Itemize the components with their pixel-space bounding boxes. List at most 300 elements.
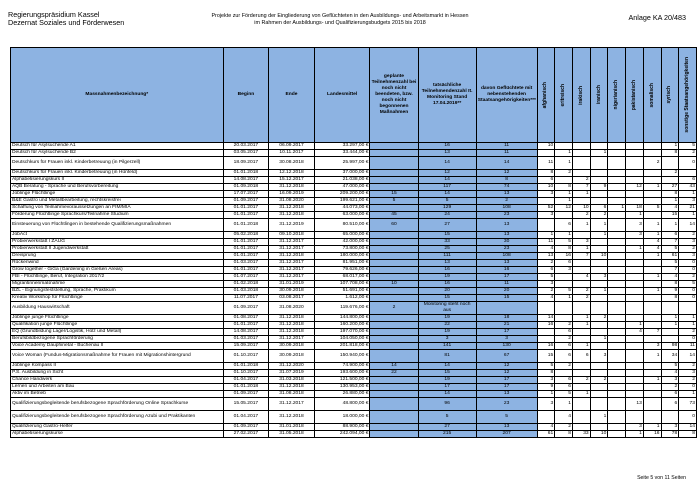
row-afghan-cell: [537, 336, 555, 343]
row-somali-cell: 16: [643, 431, 661, 438]
row-end-cell: 16.09.2019: [269, 191, 315, 198]
row-nigerian-cell: [608, 239, 626, 246]
row-syrian-cell: 3: [661, 377, 679, 384]
row-actual-cell: 19: [418, 377, 476, 384]
col-iraqi-header: irakisch: [572, 48, 590, 143]
title-line-1: Projekte zur Förderung der Eingliederung von Geflüchteten in den Ausbildungs- und Arbeitsmarkt in Hessen: [211, 13, 469, 19]
table-row: [11, 281, 697, 288]
row-pakistani-cell: [626, 260, 644, 267]
row-nigerian-cell: [608, 315, 626, 322]
row-nigerian-cell: [608, 246, 626, 253]
row-other-cell: 2: [679, 150, 697, 157]
row-end-cell: 31.03.2018: [269, 377, 315, 384]
row-afghan-cell: 3: [537, 398, 555, 411]
row-other-cell: 6: [679, 177, 697, 184]
row-eritrean-cell: 1: [555, 198, 573, 205]
row-syrian-cell: 6: [661, 391, 679, 398]
row-somali-cell: 1: [643, 219, 661, 232]
row-end-cell: 31.12.2017: [269, 267, 315, 274]
row-planned-cell: 60: [370, 219, 418, 232]
row-refugees-cell: 23: [476, 212, 537, 219]
row-funds-cell: 68.017,00 €: [314, 274, 370, 281]
row-iranian-cell: [590, 246, 608, 253]
row-funds-cell: 88.900,00 €: [314, 424, 370, 431]
row-name-cell: P.S. Ausbildung in Sicht: [11, 370, 224, 377]
row-begin-cell: 15.05.2017: [223, 398, 269, 411]
row-name-cell: Qualifizierung Gastro-Helfer: [11, 424, 224, 431]
row-iranian-cell: 1: [590, 219, 608, 232]
row-iraqi-cell: [572, 370, 590, 377]
row-somali-cell: 1: [643, 274, 661, 281]
row-pakistani-cell: [626, 370, 644, 377]
row-begin-cell: 01.09.2018: [223, 184, 269, 191]
row-end-cell: 30.09.2018: [269, 288, 315, 295]
row-name-cell: Chance Handwerk: [11, 377, 224, 384]
row-afghan-cell: 4: [537, 295, 555, 302]
row-funds-cell: 150.940,00 €: [314, 350, 370, 363]
row-iranian-cell: [590, 363, 608, 370]
col-nigerian-header: nigerianisch: [608, 48, 626, 143]
table-row: [11, 411, 697, 424]
row-nigerian-cell: [608, 232, 626, 239]
row-name-cell: Förderung Flüchtlinge Sprachkurs/Teilnahme Studium: [11, 212, 224, 219]
row-planned-cell: [370, 150, 418, 157]
row-iraqi-cell: 2: [572, 288, 590, 295]
row-actual-cell: 15: [418, 232, 476, 239]
row-end-cell: 09.10.2018: [269, 232, 315, 239]
row-name-cell: Grow together - GiGa (Gardening in Gießen Areas): [11, 267, 224, 274]
row-eritrean-cell: 6: [555, 350, 573, 363]
row-planned-cell: 22: [370, 370, 418, 377]
row-iranian-cell: [590, 260, 608, 267]
row-syrian-cell: 9: [661, 288, 679, 295]
row-other-cell: 5: [679, 143, 697, 150]
row-planned-cell: [370, 232, 418, 239]
row-eritrean-cell: 6: [555, 377, 573, 384]
row-iranian-cell: 3: [590, 274, 608, 281]
row-iranian-cell: [590, 157, 608, 170]
row-actual-cell: 5: [418, 411, 476, 424]
row-syrian-cell: [661, 336, 679, 343]
row-name-cell: Joblinge Kompass II: [11, 363, 224, 370]
row-somali-cell: 7: [643, 329, 661, 336]
row-begin-cell: 03.05.2017: [223, 150, 269, 157]
row-funds-cell: 47.000,00 €: [314, 184, 370, 191]
row-pakistani-cell: [626, 274, 644, 281]
row-end-cell: 31.08.2018: [269, 391, 315, 398]
row-somali-cell: [643, 260, 661, 267]
row-eritrean-cell: 5: [555, 391, 573, 398]
row-other-cell: 2: [679, 232, 697, 239]
row-other-cell: 2: [679, 274, 697, 281]
org-name: Regierungspräsidium Kassel: [8, 10, 100, 19]
row-iranian-cell: 1: [590, 336, 608, 343]
row-name-cell: Deutsch für Asylsuchende A1: [11, 143, 224, 150]
col-actual-header: tatsächliche Teilnehmendenzahl It. Monitoring Stand 17.04.2019**: [418, 48, 476, 143]
row-begin-cell: 01.09.2017: [223, 424, 269, 431]
table-row: [11, 219, 697, 232]
row-syrian-cell: 2: [661, 170, 679, 177]
row-refugees-cell: 67: [476, 350, 537, 363]
document-title: [175, 13, 505, 27]
row-refugees-cell: 11: [476, 143, 537, 150]
row-funds-cell: 37.000,00 €: [314, 170, 370, 177]
row-nigerian-cell: [608, 288, 626, 295]
row-pakistani-cell: 18: [626, 205, 644, 212]
row-iraqi-cell: 2: [572, 295, 590, 302]
row-planned-cell: [370, 239, 418, 246]
row-funds-cell: 104.050,00 €: [314, 336, 370, 343]
row-iraqi-cell: [572, 411, 590, 424]
row-actual-cell: 141: [418, 343, 476, 350]
row-refugees-cell: 13: [476, 260, 537, 267]
row-iraqi-cell: [572, 281, 590, 288]
org-department: Dezernat Soziales und Förderwesen: [8, 18, 125, 27]
row-refugees-cell: 12: [476, 363, 537, 370]
row-eritrean-cell: 5: [555, 239, 573, 246]
row-syrian-cell: 4: [661, 205, 679, 212]
table-row: [11, 329, 697, 336]
row-somali-cell: [643, 143, 661, 150]
row-nigerian-cell: [608, 219, 626, 232]
row-actual-cell: 19: [418, 274, 476, 281]
col-other-header: sonstige Staatsangehörigkeiten: [679, 48, 697, 143]
row-pakistani-cell: [626, 281, 644, 288]
row-begin-cell: 17.07.2017: [223, 191, 269, 198]
row-funds-cell: 48.800,00 €: [314, 398, 370, 411]
row-eritrean-cell: 5: [555, 288, 573, 295]
row-syrian-cell: 8: [661, 150, 679, 157]
row-end-cell: 31.01.2019: [269, 281, 315, 288]
row-planned-cell: [370, 177, 418, 184]
row-other-cell: 0: [679, 267, 697, 274]
row-iraqi-cell: 1: [572, 191, 590, 198]
row-end-cell: 31.12.2017: [269, 398, 315, 411]
row-nigerian-cell: [608, 295, 626, 302]
row-syrian-cell: 5: [661, 260, 679, 267]
row-iraqi-cell: [572, 198, 590, 205]
row-eritrean-cell: 4: [555, 411, 573, 424]
row-begin-cell: 01.01.2017: [223, 253, 269, 260]
row-actual-cell: 27: [418, 219, 476, 232]
row-actual-cell: 15: [418, 295, 476, 302]
row-iraqi-cell: 1: [572, 343, 590, 350]
row-somali-cell: [643, 315, 661, 322]
row-planned-cell: [370, 288, 418, 295]
row-end-cell: 31.08.2020: [269, 198, 315, 205]
row-other-cell: 1: [679, 322, 697, 329]
row-end-cell: 10.11.2017: [269, 150, 315, 157]
row-syrian-cell: 4: [661, 274, 679, 281]
row-actual-cell: 20: [418, 288, 476, 295]
row-funds-cell: 81.951,00 €: [314, 260, 370, 267]
col-funds-header: Landesmittel: [314, 48, 370, 143]
row-eritrean-cell: 2: [555, 363, 573, 370]
row-nigerian-cell: [608, 384, 626, 391]
row-end-cell: 31.12.2018: [269, 315, 315, 322]
row-pakistani-cell: [626, 157, 644, 170]
row-iranian-cell: [590, 177, 608, 184]
row-somali-cell: [643, 322, 661, 329]
row-actual-cell: 14: [418, 191, 476, 198]
row-pakistani-cell: 3: [626, 232, 644, 239]
row-refugees-cell: 17: [476, 377, 537, 384]
row-actual-cell: 15: [418, 370, 476, 377]
row-iranian-cell: 2: [590, 377, 608, 384]
row-afghan-cell: 5: [537, 274, 555, 281]
row-name-cell: Alphabetisierungskurs II: [11, 177, 224, 184]
row-iraqi-cell: 7: [572, 253, 590, 260]
table-row: [11, 239, 697, 246]
row-syrian-cell: 3: [661, 424, 679, 431]
row-other-cell: 1: [679, 391, 697, 398]
row-somali-cell: [643, 370, 661, 377]
row-pakistani-cell: 12: [626, 184, 644, 191]
row-actual-cell: Monitoring steht noch aus: [418, 302, 476, 315]
row-begin-cell: 01.01.2018: [223, 363, 269, 370]
col-pakistani-header: pakistanisch: [626, 48, 644, 143]
row-eritrean-cell: 2: [555, 424, 573, 431]
row-pakistani-cell: [626, 384, 644, 391]
row-planned-cell: 2: [370, 302, 418, 315]
row-refugees-cell: 13: [476, 232, 537, 239]
row-nigerian-cell: [608, 253, 626, 260]
row-other-cell: 0: [679, 288, 697, 295]
table-body: [11, 143, 697, 438]
row-syrian-cell: 27: [661, 184, 679, 191]
row-begin-cell: 01.02.2018: [223, 281, 269, 288]
row-funds-cell: 242.094,00 €: [314, 431, 370, 438]
row-pakistani-cell: [626, 411, 644, 424]
row-funds-cell: 51.691,00 €: [314, 288, 370, 295]
row-somali-cell: 4: [643, 239, 661, 246]
row-afghan-cell: 10: [537, 184, 555, 191]
row-name-cell: Rückenwind: [11, 260, 224, 267]
row-name-cell: Deutschkurs für Frauen inkl. Kinderbetreuung (in Hünfeld): [11, 170, 224, 177]
row-afghan-cell: [537, 150, 555, 157]
row-somali-cell: [643, 336, 661, 343]
row-afghan-cell: [537, 219, 555, 232]
row-other-cell: 1: [679, 212, 697, 219]
row-begin-cell: 01.01.2017: [223, 246, 269, 253]
row-iraqi-cell: [572, 329, 590, 336]
row-begin-cell: 01.01.2018: [223, 170, 269, 177]
row-actual-cell: 14: [418, 157, 476, 170]
row-somali-cell: [643, 170, 661, 177]
row-refugees-cell: 15: [476, 295, 537, 302]
row-planned-cell: [370, 343, 418, 350]
row-nigerian-cell: [608, 260, 626, 267]
row-somali-cell: [643, 295, 661, 302]
row-actual-cell: 81: [418, 350, 476, 363]
row-iranian-cell: [590, 198, 608, 205]
row-afghan-cell: 8: [537, 170, 555, 177]
row-pakistani-cell: [626, 377, 644, 384]
row-begin-cell: 01.03.2017: [223, 260, 269, 267]
row-begin-cell: 01.01.2018: [223, 219, 269, 232]
col-afghan-header: afghanisch: [537, 48, 555, 143]
row-somali-cell: [643, 150, 661, 157]
row-begin-cell: 18.09.2017: [223, 157, 269, 170]
row-actual-cell: 12: [418, 170, 476, 177]
row-begin-cell: 01.10.2017: [223, 370, 269, 377]
col-refugees-header: davon Geflüchtete mit nebenstehenden Staatsangehörigkeiten***: [476, 48, 537, 143]
row-eritrean-cell: 1: [555, 398, 573, 411]
row-begin-cell: 05.02.2018: [223, 232, 269, 239]
row-afghan-cell: 3: [537, 281, 555, 288]
row-other-cell: 11: [679, 343, 697, 350]
row-afghan-cell: 6: [537, 267, 555, 274]
row-pakistani-cell: [626, 391, 644, 398]
row-eritrean-cell: 1: [555, 191, 573, 198]
row-name-cell: Probierwerkstatt I ZAUG: [11, 239, 224, 246]
row-nigerian-cell: 1: [608, 205, 626, 212]
row-nigerian-cell: [608, 343, 626, 350]
row-iraqi-cell: [572, 398, 590, 411]
row-other-cell: 3: [679, 370, 697, 377]
row-iranian-cell: [590, 370, 608, 377]
row-eritrean-cell: [555, 370, 573, 377]
row-name-cell: Dreisprung: [11, 253, 224, 260]
row-afghan-cell: [537, 411, 555, 424]
row-name-cell: JobAct: [11, 232, 224, 239]
row-nigerian-cell: [608, 177, 626, 184]
row-nigerian-cell: [608, 274, 626, 281]
row-afghan-cell: 1: [537, 391, 555, 398]
row-other-cell: 43: [679, 184, 697, 191]
row-nigerian-cell: [608, 281, 626, 288]
row-funds-cell: 121.500,00 €: [314, 377, 370, 384]
row-eritrean-cell: 12: [555, 205, 573, 212]
table-row: [11, 260, 697, 267]
table-row: [11, 343, 697, 350]
row-refugees-cell: 21: [476, 322, 537, 329]
row-begin-cell: 27.02.2017: [223, 431, 269, 438]
row-iraqi-cell: [572, 157, 590, 170]
row-other-cell: 2: [679, 329, 697, 336]
row-nigerian-cell: [608, 336, 626, 343]
row-pakistani-cell: [626, 363, 644, 370]
row-afghan-cell: 2: [537, 288, 555, 295]
title-line-2: im Rahmen der Ausbildungs- und Qualifizierungsbudgets 2015 bis 2018: [254, 20, 426, 26]
row-nigerian-cell: [608, 329, 626, 336]
row-eritrean-cell: [555, 143, 573, 150]
row-afghan-cell: 61: [537, 431, 555, 438]
row-actual-cell: 33: [418, 239, 476, 246]
row-planned-cell: 15: [370, 191, 418, 198]
row-planned-cell: [370, 315, 418, 322]
row-nigerian-cell: [608, 370, 626, 377]
row-actual-cell: 14: [418, 363, 476, 370]
row-nigerian-cell: [608, 350, 626, 363]
row-nigerian-cell: [608, 184, 626, 191]
row-nigerian-cell: [608, 143, 626, 150]
row-refugees-cell: 12: [476, 370, 537, 377]
row-end-cell: 31.12.2018: [269, 205, 315, 212]
row-iranian-cell: [590, 281, 608, 288]
row-pakistani-cell: 13: [626, 398, 644, 411]
row-pakistani-cell: [626, 198, 644, 205]
row-iraqi-cell: 1: [572, 315, 590, 322]
row-eritrean-cell: [555, 274, 573, 281]
row-actual-cell: 111: [418, 253, 476, 260]
row-begin-cell: 11.07.2017: [223, 295, 269, 302]
row-pakistani-cell: [626, 191, 644, 198]
row-afghan-cell: 11: [537, 239, 555, 246]
row-actual-cell: 14: [418, 177, 476, 184]
row-eritrean-cell: 6: [555, 260, 573, 267]
row-begin-cell: 01.04.2017: [223, 411, 269, 424]
row-syrian-cell: 34: [661, 350, 679, 363]
row-actual-cell: 17: [418, 384, 476, 391]
row-iraqi-cell: 1: [572, 219, 590, 232]
row-actual-cell: 19: [418, 315, 476, 322]
row-begin-cell: 01.03.2018: [223, 288, 269, 295]
row-name-cell: Aktiv im Betrieb: [11, 391, 224, 398]
row-funds-cell: 209.200,00 €: [314, 191, 370, 198]
row-end-cell: 31.12.2018: [269, 329, 315, 336]
row-eritrean-cell: 1: [555, 150, 573, 157]
row-pakistani-cell: [626, 239, 644, 246]
row-iraqi-cell: [572, 302, 590, 315]
row-somali-cell: 1: [643, 184, 661, 191]
row-other-cell: 2: [679, 246, 697, 253]
row-end-cell: 31.12.2017: [269, 260, 315, 267]
row-eritrean-cell: 6: [555, 384, 573, 391]
row-syrian-cell: 8: [661, 191, 679, 198]
row-somali-cell: 4: [643, 246, 661, 253]
row-pakistani-cell: [626, 267, 644, 274]
row-iraqi-cell: 2: [572, 377, 590, 384]
row-iranian-cell: 10: [590, 431, 608, 438]
table-row: [11, 398, 697, 411]
row-actual-cell: 13: [418, 150, 476, 157]
row-somali-cell: [643, 281, 661, 288]
row-iranian-cell: 10: [590, 253, 608, 260]
row-begin-cell: 01.01.2017: [223, 239, 269, 246]
row-iraqi-cell: 1: [572, 246, 590, 253]
row-afghan-cell: 1: [537, 232, 555, 239]
row-other-cell: 0: [679, 157, 697, 170]
row-end-cell: 31.12.2019: [269, 219, 315, 232]
row-syrian-cell: 1: [661, 143, 679, 150]
row-planned-cell: [370, 205, 418, 212]
row-planned-cell: [370, 350, 418, 363]
row-planned-cell: 14: [370, 363, 418, 370]
row-somali-cell: [643, 302, 661, 315]
table-row: [11, 315, 697, 322]
row-syrian-cell: [661, 157, 679, 170]
row-name-cell: Qualifizierungsbegleitende berufsbezogene Sprachförderung Azubi und Praktikanten: [11, 411, 224, 424]
row-end-cell: 31.12.2017: [269, 336, 315, 343]
row-afghan-cell: [537, 302, 555, 315]
row-afghan-cell: 10: [537, 143, 555, 150]
row-iraqi-cell: 7: [572, 184, 590, 191]
row-planned-cell: [370, 431, 418, 438]
row-actual-cell: 16: [418, 281, 476, 288]
row-nigerian-cell: [608, 212, 626, 219]
table-row: [11, 350, 697, 363]
row-name-cell: Voice Academy Dauphinetal - Buchenau II: [11, 343, 224, 350]
row-eritrean-cell: 8: [555, 184, 573, 191]
row-iranian-cell: 1: [590, 150, 608, 157]
col-iranian-header: iranisch: [590, 48, 608, 143]
row-pakistani-cell: [626, 302, 644, 315]
row-actual-cell: 16: [418, 143, 476, 150]
row-name-cell: Deutsch für Asylsuchende B2: [11, 150, 224, 157]
row-eritrean-cell: [555, 302, 573, 315]
row-funds-cell: 79.626,00 €: [314, 267, 370, 274]
